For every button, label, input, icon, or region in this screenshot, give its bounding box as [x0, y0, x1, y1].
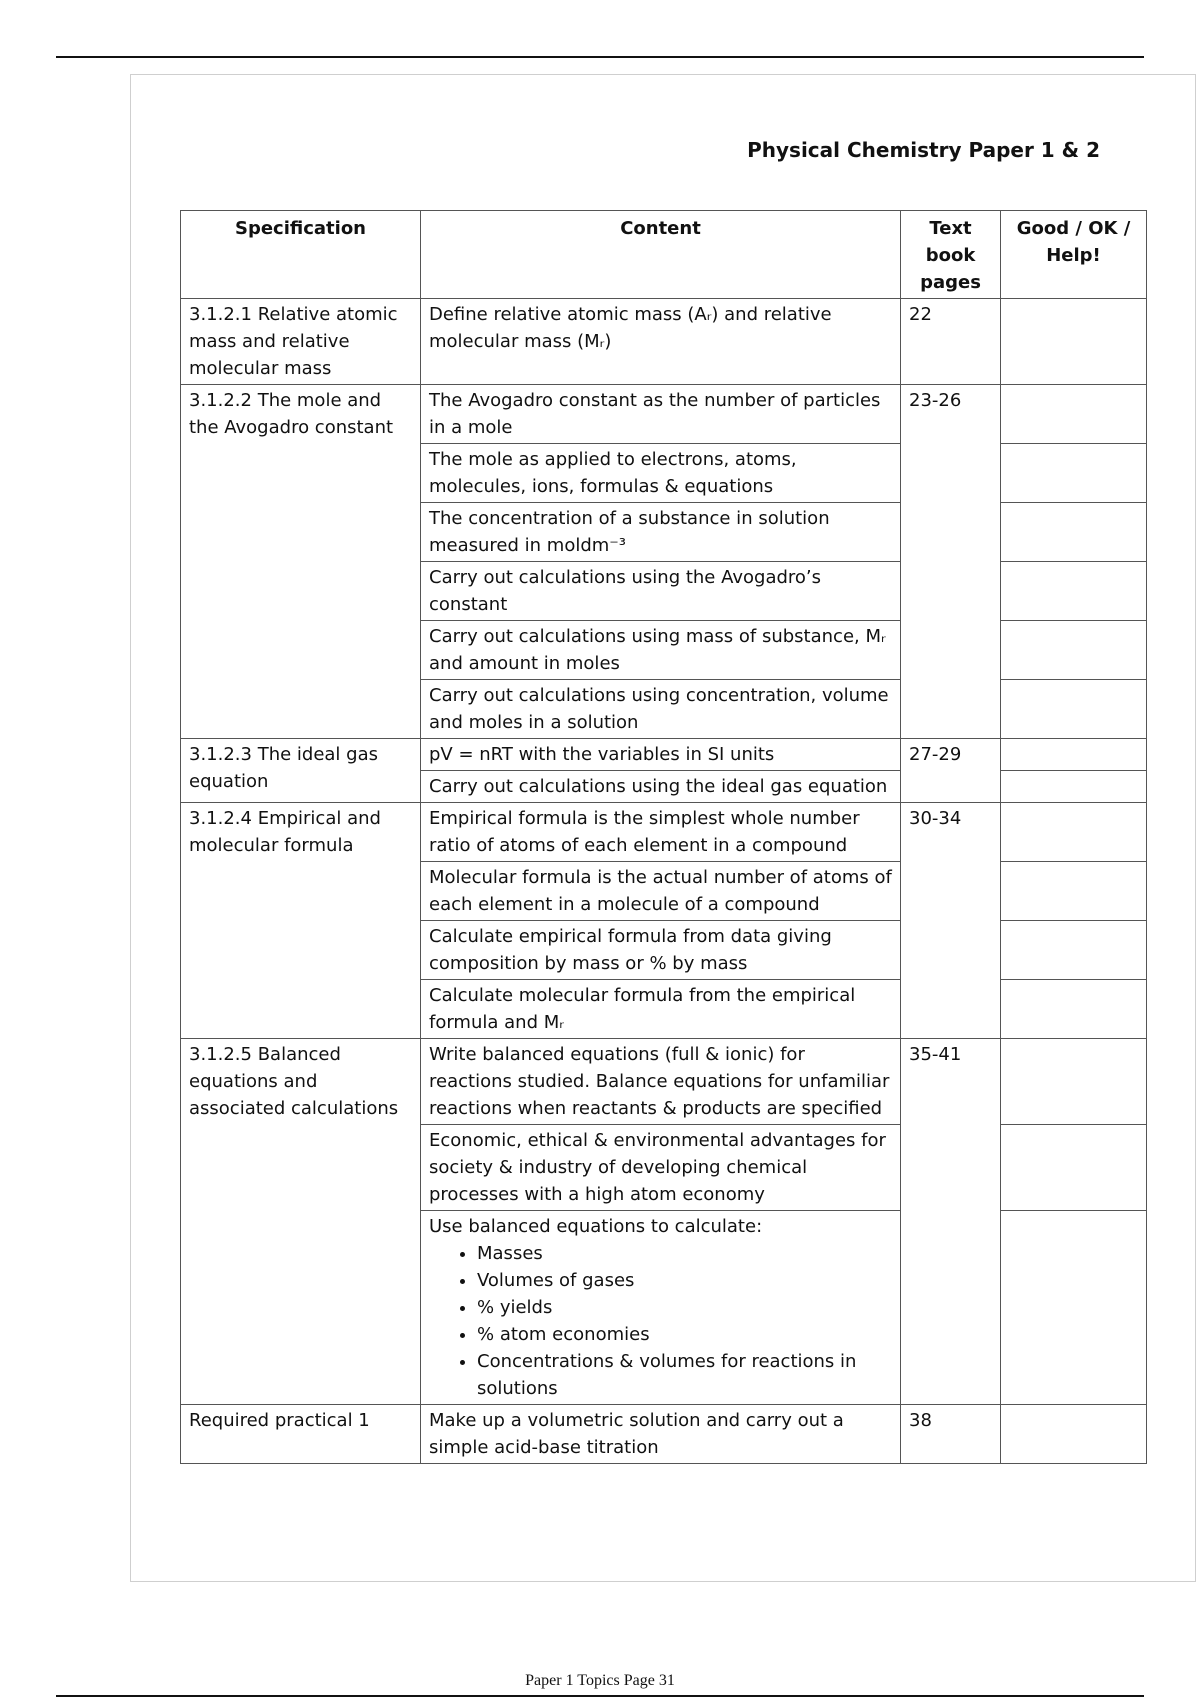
- content-cell: Carry out calculations using the Avogadro’s constant: [421, 562, 901, 621]
- page-title: Physical Chemistry Paper 1 & 2: [747, 138, 1100, 162]
- rating-cell[interactable]: [1001, 739, 1147, 771]
- rating-cell[interactable]: [1001, 444, 1147, 503]
- content-cell: Carry out calculations using the ideal gas equation: [421, 771, 901, 803]
- rating-cell[interactable]: [1001, 862, 1147, 921]
- page-footer: Paper 1 Topics Page 31: [525, 1672, 675, 1689]
- table-row: [181, 803, 1147, 862]
- pages-cell: 38: [901, 1405, 1001, 1464]
- content-cell: The Avogadro constant as the number of particles in a mole: [421, 385, 901, 444]
- table-header-row: [181, 211, 1147, 299]
- content-cell: Write balanced equations (full & ionic) for reactions studied. Balance equations for unfamiliar reactions when reactants & products are specified: [421, 1039, 901, 1125]
- list-item: • % yields: [477, 1294, 892, 1321]
- spec-cell: Required practical 1: [181, 1405, 421, 1464]
- calc-intro: Use balanced equations to calculate:: [429, 1216, 763, 1237]
- pages-cell: 27-29: [901, 739, 1001, 803]
- content-cell: Empirical formula is the simplest whole number ratio of atoms of each element in a compound: [421, 803, 901, 862]
- pages-cell: 30-34: [901, 803, 1001, 1039]
- header-rating: Good / OK / Help!: [1001, 211, 1147, 299]
- rating-cell[interactable]: [1001, 503, 1147, 562]
- topics-table: [180, 210, 1147, 1464]
- list-item: • Masses: [477, 1240, 892, 1267]
- header-specification: Specification: [181, 211, 421, 299]
- content-cell: Make up a volumetric solution and carry out a simple acid-base titration: [421, 1405, 901, 1464]
- spec-cell: 3.1.2.4 Empirical and molecular formula: [181, 803, 421, 1039]
- content-cell: Carry out calculations using mass of substance, Mᵣ and amount in moles: [421, 621, 901, 680]
- content-cell: Calculate molecular formula from the empirical formula and Mᵣ: [421, 980, 901, 1039]
- table-row: [181, 1405, 1147, 1464]
- header-content: Content: [421, 211, 901, 299]
- table-row: [181, 1039, 1147, 1125]
- spec-cell: 3.1.2.3 The ideal gas equation: [181, 739, 421, 803]
- rating-cell[interactable]: [1001, 1211, 1147, 1405]
- list-item: • % atom economies: [477, 1321, 892, 1348]
- content-cell: [421, 1211, 901, 1405]
- content-cell: The concentration of a substance in solution measured in moldm⁻³: [421, 503, 901, 562]
- rating-cell[interactable]: [1001, 680, 1147, 739]
- list-item: • Volumes of gases: [477, 1267, 892, 1294]
- rating-cell[interactable]: [1001, 803, 1147, 862]
- rating-cell[interactable]: [1001, 980, 1147, 1039]
- content-cell: Define relative atomic mass (Aᵣ) and relative molecular mass (Mᵣ): [421, 299, 901, 385]
- rating-cell[interactable]: [1001, 1405, 1147, 1464]
- content-cell: pV = nRT with the variables in SI units: [421, 739, 901, 771]
- top-rule: [56, 56, 1144, 58]
- content-cell: Molecular formula is the actual number of atoms of each element in a molecule of a compound: [421, 862, 901, 921]
- spec-cell: 3.1.2.5 Balanced equations and associated calculations: [181, 1039, 421, 1405]
- rating-cell[interactable]: [1001, 621, 1147, 680]
- pages-cell: 35-41: [901, 1039, 1001, 1405]
- bottom-rule: [56, 1695, 1144, 1697]
- spec-cell: 3.1.2.1 Relative atomic mass and relative molecular mass: [181, 299, 421, 385]
- rating-cell[interactable]: [1001, 562, 1147, 621]
- spec-cell: 3.1.2.2 The mole and the Avogadro constant: [181, 385, 421, 739]
- rating-cell[interactable]: [1001, 771, 1147, 803]
- list-item: • Concentrations & volumes for reactions in solutions: [477, 1348, 892, 1402]
- calc-bullet-list: [429, 1240, 892, 1402]
- content-cell: Calculate empirical formula from data giving composition by mass or % by mass: [421, 921, 901, 980]
- pages-cell: 22: [901, 299, 1001, 385]
- table-row: [181, 299, 1147, 385]
- rating-cell[interactable]: [1001, 1039, 1147, 1125]
- content-cell: Economic, ethical & environmental advantages for society & industry of developing chemical processes with a high atom economy: [421, 1125, 901, 1211]
- header-pages: Text book pages: [901, 211, 1001, 299]
- rating-cell[interactable]: [1001, 1125, 1147, 1211]
- content-cell: The mole as applied to electrons, atoms, molecules, ions, formulas & equations: [421, 444, 901, 503]
- pages-cell: 23-26: [901, 385, 1001, 739]
- table-row: [181, 739, 1147, 771]
- content-cell: Carry out calculations using concentration, volume and moles in a solution: [421, 680, 901, 739]
- table-row: [181, 385, 1147, 444]
- rating-cell[interactable]: [1001, 385, 1147, 444]
- rating-cell[interactable]: [1001, 921, 1147, 980]
- rating-cell[interactable]: [1001, 299, 1147, 385]
